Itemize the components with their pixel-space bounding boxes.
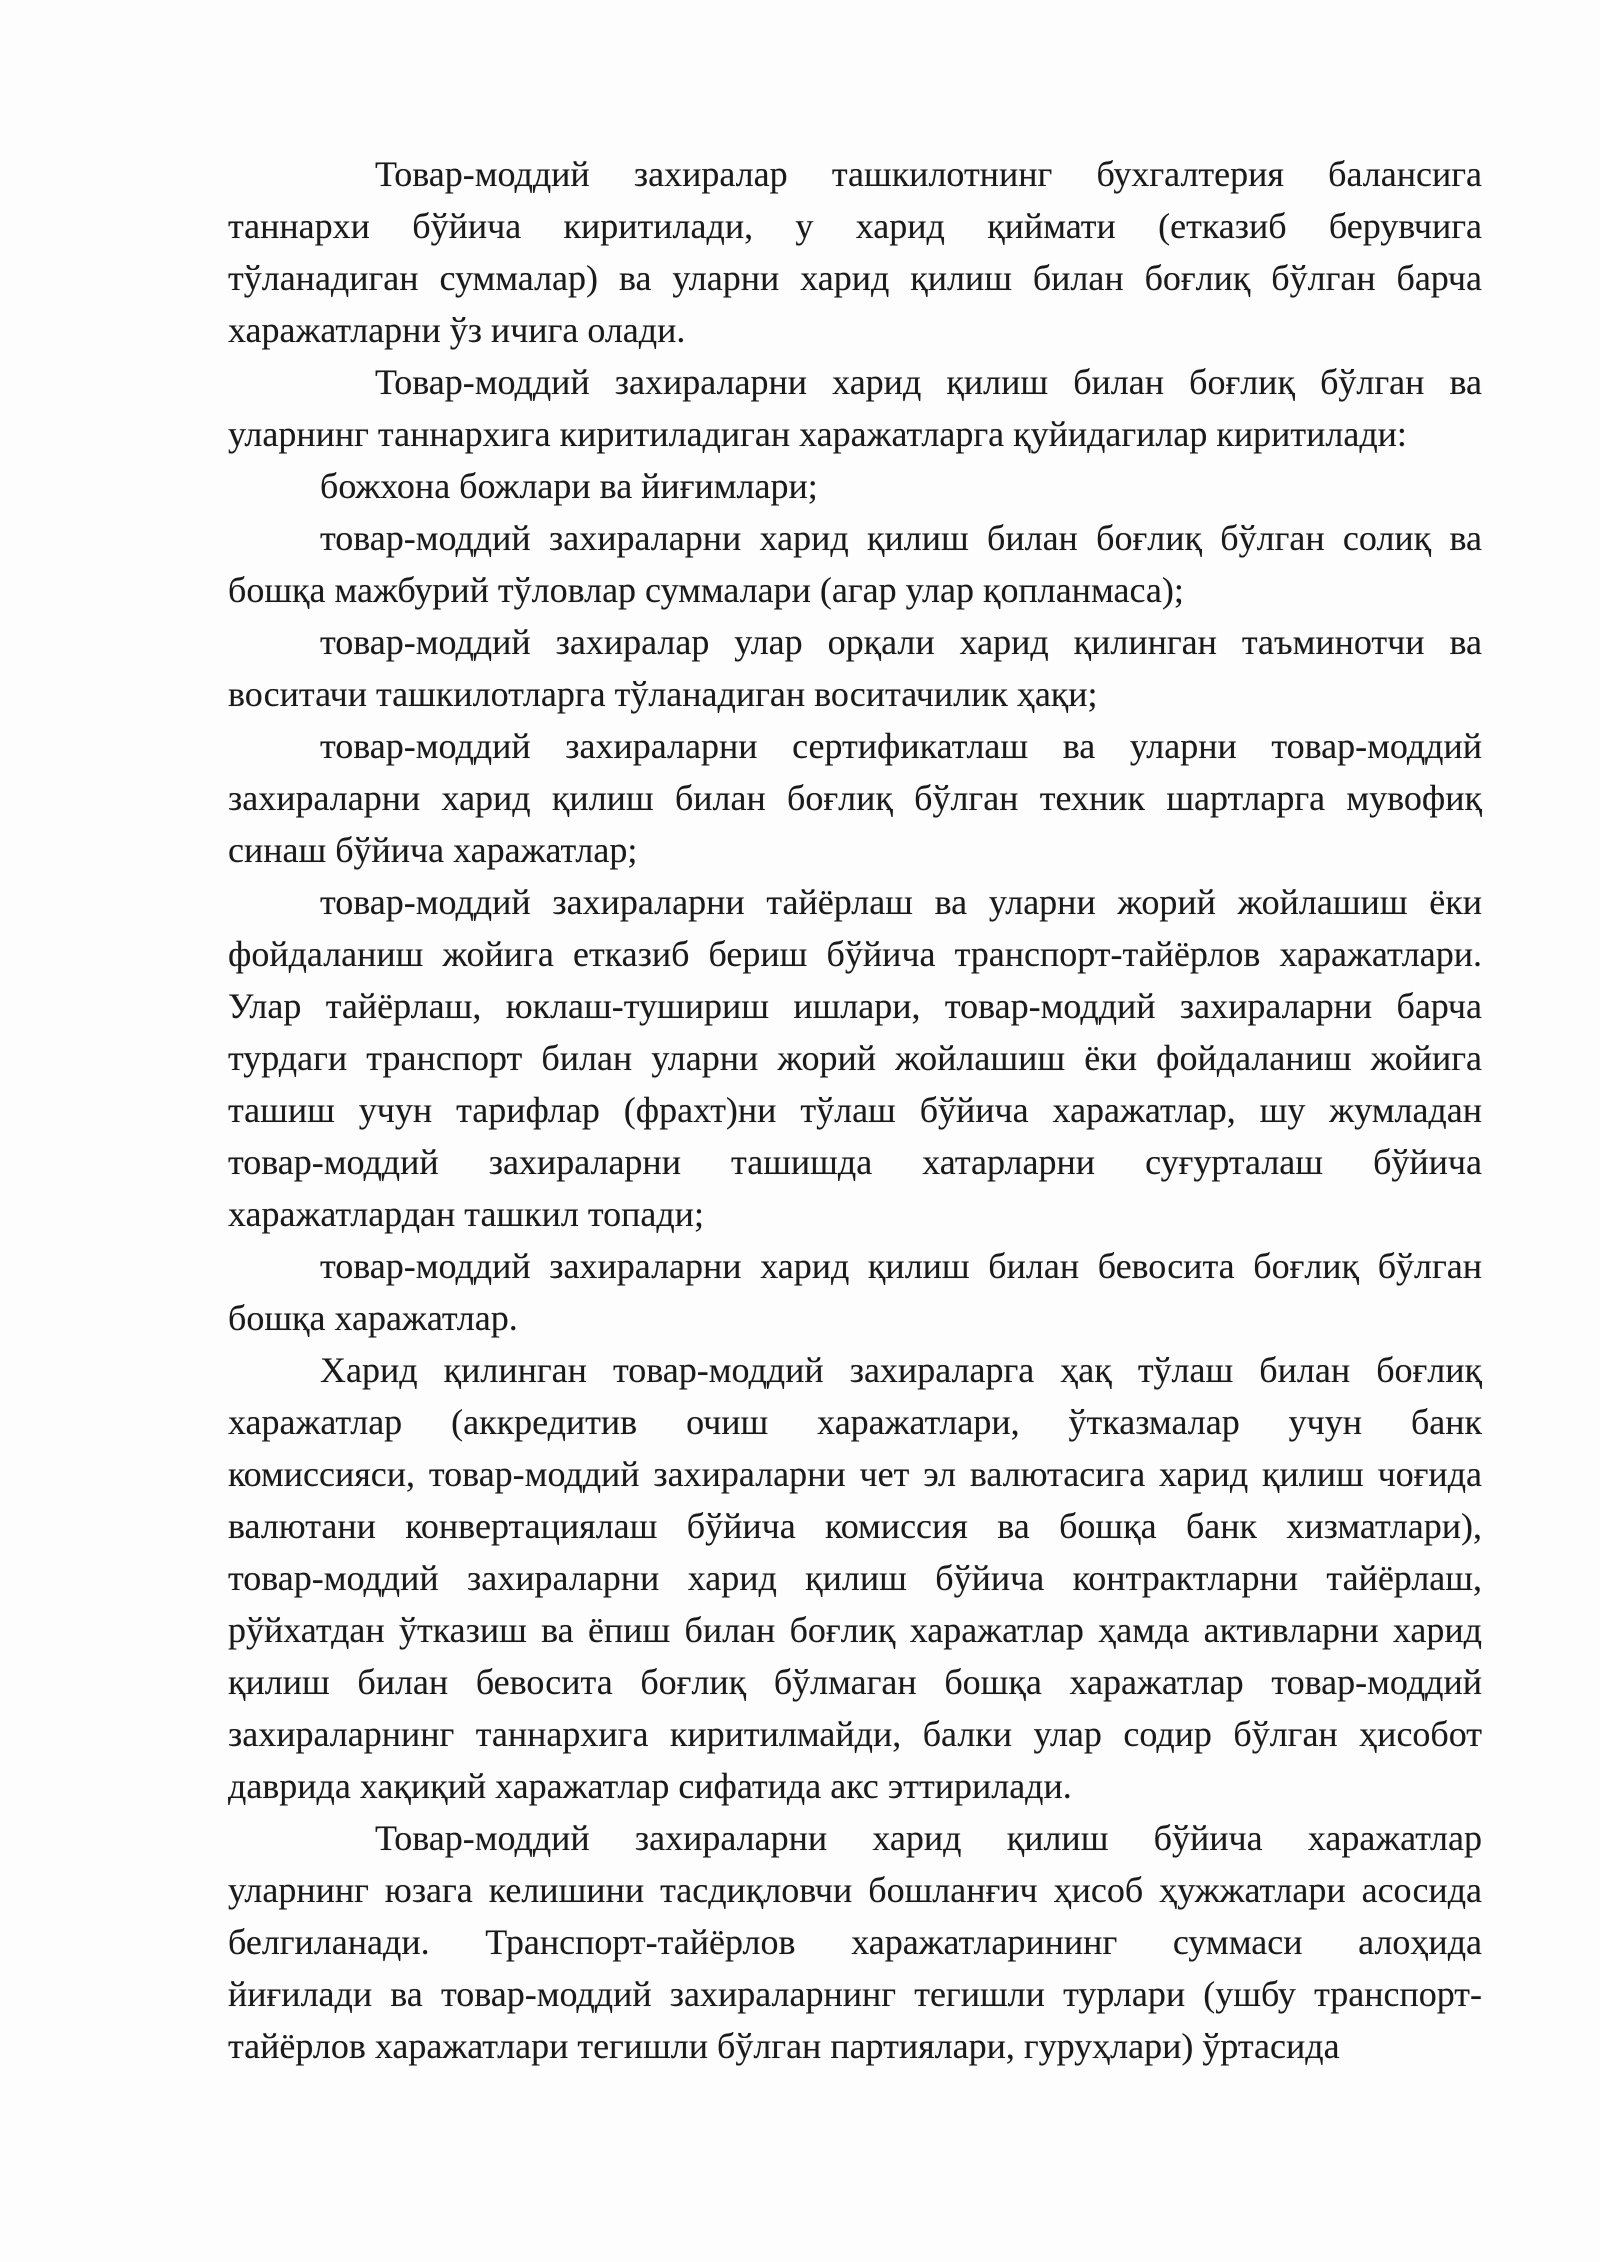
text-line: тайёрлов харажатлари тегишли бўлган партиялари, гуруҳлари) ўртасида: [228, 2026, 1340, 2066]
paragraph: [228, 1812, 1482, 2072]
text-line: йиғилади ва товар-моддий захираларнинг тегишли турлари (ушбу транспорт-: [228, 1974, 1482, 2014]
text-line: захираларни харид қилиш билан боғлиқ бўлган техник шартларга мувофиқ: [228, 778, 1482, 818]
text-line: Товар-моддий захираларни харид қилиш бўйича харажатлар: [375, 1818, 1482, 1858]
text-line: синаш бўйича харажатлар;: [228, 830, 638, 870]
text-line: комиссияси, товар-моддий захираларни чет эл валютасига харид қилиш чоғида: [228, 1454, 1482, 1494]
text-line: Товар-моддий захиралар ташкилотнинг бухгалтерия балансига: [375, 154, 1482, 194]
paragraph: [228, 876, 1482, 1240]
text-line: товар-моддий захираларни сертификатлаш ва уларни товар-моддий: [320, 726, 1482, 766]
paragraph: [228, 148, 1482, 356]
text-line: Харид қилинган товар-моддий захираларга ҳақ тўлаш билан боғлиқ: [320, 1350, 1482, 1390]
text-line: ташиш учун тарифлар (фрахт)ни тўлаш бўйича харажатлар, шу жумладан: [228, 1090, 1482, 1130]
text-line: уларнинг юзага келишини тасдиқловчи бошланғич ҳисоб ҳужжатлари асосида: [228, 1870, 1482, 1910]
text-line: турдаги транспорт билан уларни жорий жойлашиш ёки фойдаланиш жойига: [228, 1038, 1482, 1078]
text-line: товар-моддий захираларни ташишда хатарларни суғурталаш бўйича: [228, 1142, 1482, 1182]
text-line: Товар-моддий захираларни харид қилиш билан боғлиқ бўлган ва: [375, 362, 1482, 402]
text-line: товар-моддий захираларни харид қилиш билан боғлиқ бўлган солиқ ва: [320, 518, 1482, 558]
text-line: харажатларни ўз ичига олади.: [228, 310, 686, 350]
text-line: товар-моддий захиралар улар орқали харид қилинган таъминотчи ва: [320, 622, 1482, 662]
text-line: валютани конвертациялаш бўйича комиссия ва бошқа банк хизматлари),: [228, 1506, 1482, 1546]
text-line: таннархи бўйича киритилади, у харид қиймати (етказиб берувчига: [228, 206, 1482, 246]
paragraph: [228, 720, 1482, 876]
text-line: захираларнинг таннархига киритилмайди, балки улар содир бўлган ҳисобот: [228, 1714, 1482, 1754]
text-line: фойдаланиш жойига етказиб бериш бўйича транспорт-тайёрлов харажатлари.: [228, 934, 1482, 974]
paragraph: [228, 356, 1482, 460]
text-line: божхона божлари ва йиғимлари;: [320, 466, 818, 506]
text-line: товар-моддий захираларни тайёрлаш ва уларни жорий жойлашиш ёки: [320, 882, 1482, 922]
text-line: товар-моддий захираларни харид қилиш бўйича контрактларни тайёрлаш,: [228, 1558, 1482, 1598]
text-line: рўйхатдан ўтказиш ва ёпиш билан боғлиқ харажатлар ҳамда активларни харид: [228, 1610, 1482, 1650]
text-line: харажатлардан ташкил топади;: [228, 1194, 704, 1234]
paragraph: [228, 616, 1482, 720]
text-line: даврида хақиқий харажатлар сифатида акс эттирилади.: [228, 1766, 1072, 1806]
text-line: воситачи ташкилотларга тўланадиган воситачилик ҳақи;: [228, 674, 1098, 714]
text-line: тўланадиган суммалар) ва уларни харид қилиш билан боғлиқ бўлган барча: [228, 258, 1482, 298]
text-line: бошқа мажбурий тўловлар суммалари (агар улар қопланмаса);: [228, 570, 1184, 610]
text-line: Улар тайёрлаш, юклаш-тушириш ишлари, товар-моддий захираларни барча: [228, 986, 1482, 1026]
text-line: белгиланади. Транспорт-тайёрлов харажатларининг суммаси алоҳида: [228, 1922, 1482, 1962]
paragraph: [228, 460, 1482, 512]
text-line: қилиш билан бевосита боғлиқ бўлмаган бошқа харажатлар товар-моддий: [228, 1662, 1482, 1702]
text-line: бошқа харажатлар.: [228, 1298, 518, 1338]
paragraph: [228, 512, 1482, 616]
text-line: харажатлар (аккредитив очиш харажатлари, ўтказмалар учун банк: [228, 1402, 1482, 1442]
document-text: [228, 148, 1482, 2072]
paragraph: [228, 1240, 1482, 1344]
text-line: товар-моддий захираларни харид қилиш билан бевосита боғлиқ бўлган: [320, 1246, 1482, 1286]
paragraph: [228, 1344, 1482, 1812]
text-line: уларнинг таннархига киритиладиган харажатларга қуйидагилар киритилади:: [228, 414, 1407, 454]
